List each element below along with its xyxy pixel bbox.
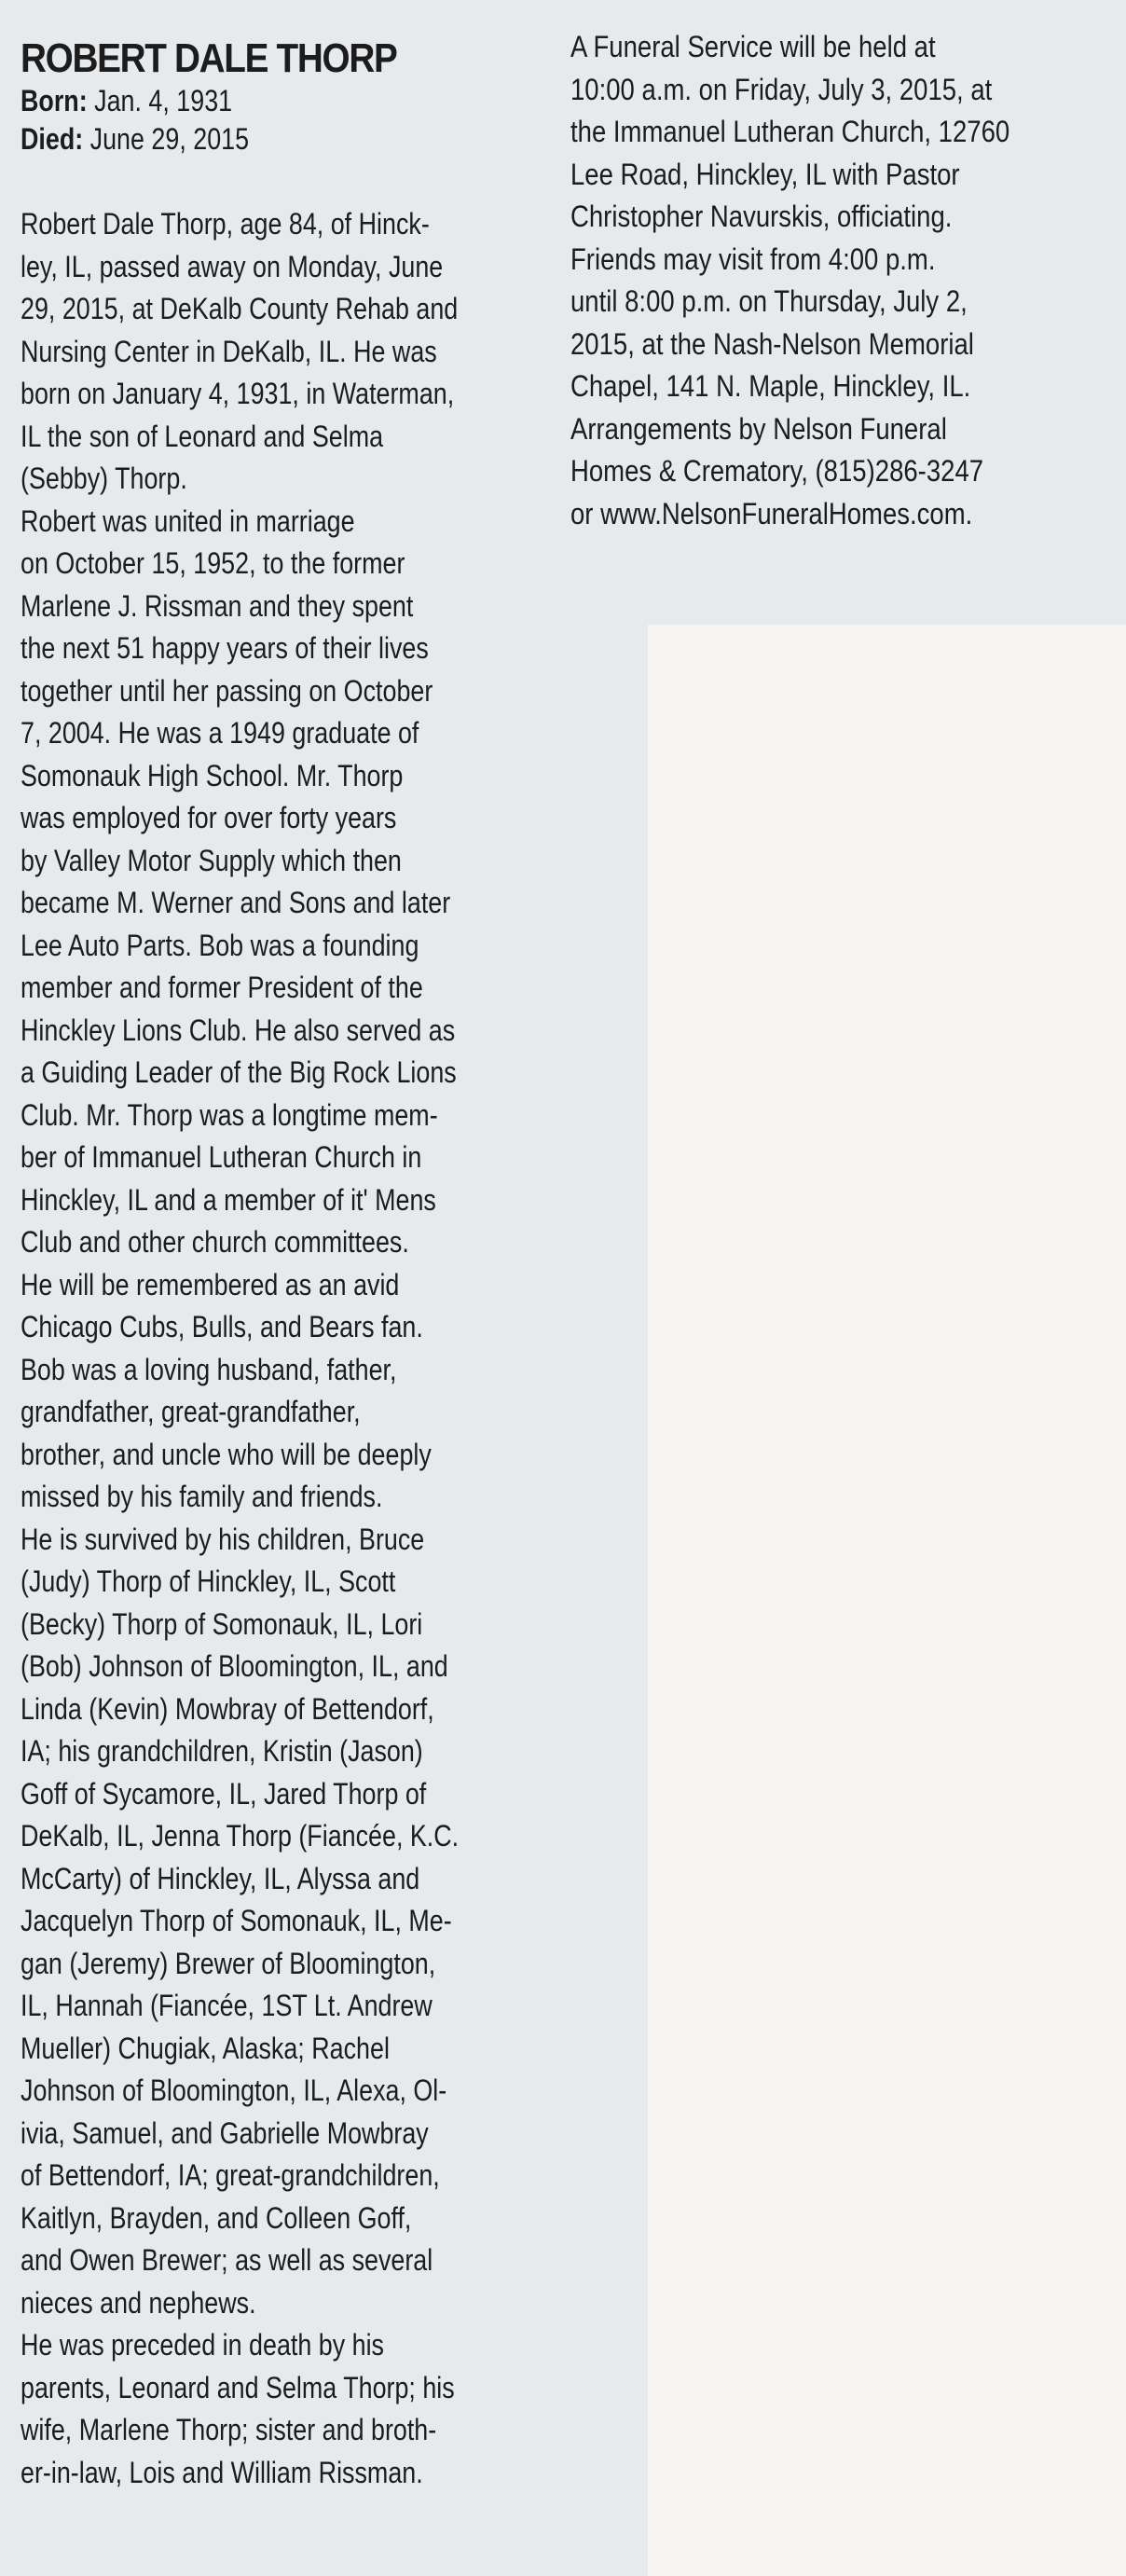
born-value: Jan. 4, 1931 xyxy=(87,84,233,117)
died-value: June 29, 2015 xyxy=(83,122,250,156)
paragraph-funeral-service: A Funeral Service will be held at 10:00 a.m. on Friday, July 3, 2015, at the Immanuel Lutheran Church, 12760 Lee Road, Hinckley, IL with Pastor Christopher Navurskis, officiating. xyxy=(570,30,1010,233)
born-line xyxy=(21,82,444,120)
paragraph-visitation: Friends may visit from 4:00 p.m. until 8:00 p.m. on Thursday, July 2, 2015, at the Nash-Nelson Memorial Chapel, 141 N. Maple, Hinckley, IL. xyxy=(570,241,974,403)
obituary-service-column xyxy=(570,26,1092,535)
paragraph-intro: Robert Dale Thorp, age 84, of Hinck- ley, IL, passed away on Monday, June 29, 2015, at DeKalb County Rehab and Nursing Center in DeKalb, IL. He was born on January 4, 1931, in Waterman, IL the son of Leonard and Selma (Sebby) Thorp. xyxy=(21,207,459,495)
born-label: Born: xyxy=(21,84,88,117)
died-label: Died: xyxy=(21,122,84,156)
paragraph-marriage: Robert was united in marriage on October 15, 1952, to the former Marlene J. Rissman and they spent the next 51 happy years of their lives together until her passing on October 7, 2004. He was a 1949 graduate of Somonauk High School. Mr. Thorp was employed for over forty years by Valley Motor Supply which then became M. Werner and Sons and later Lee Auto Parts. Bob was a founding member and former President of the Hinckley Lions Club. He also served as a Guiding Leader of the Big Rock Lions Club. Mr. Thorp was a longtime mem- ber of Immanuel Lutheran Church in Hinckley, IL and a member of it' Mens Club and other church committees. xyxy=(21,503,457,1259)
died-line xyxy=(21,120,444,158)
paragraph-preceded: He was preceded in death by his parents, Leonard and Selma Thorp; his wife, Marlene Thorp; sister and broth- er-in-law, Lois and William Rissman. xyxy=(21,2328,455,2489)
obituary-body xyxy=(21,203,524,2494)
obituary-name: ROBERT DALE THORP xyxy=(21,35,397,81)
paragraph-survived: He is survived by his children, Bruce (Judy) Thorp of Hinckley, IL, Scott (Becky) Thorp of Somonauk, IL, Lori (Bob) Johnson of Bloomington, IL, and Linda (Kevin) Mowbray of Bettendorf, IA; his grandchildren, Kristin (Jason) Goff of Sycamore, IL, Jared Thorp of DeKalb, IL, Jenna Thorp (Fiancée, K.C. McCarty) of Hinckley, IL, Alyssa and Jacquelyn Thorp of Somonauk, IL, Me- gan (Jeremy) Brewer of Bloomington, IL, Hannah (Fiancée, 1ST Lt. Andrew Mueller) Chugiak, Alaska; Rachel Johnson of Bloomington, IL, Alexa, Ol- ivia, Samuel, and Gabrielle Mowbray of Bettendorf, IA; great-grandchildren, Kaitlyn, Brayden, and Colleen Goff, and Owen Brewer; as well as several nieces and nephews. xyxy=(21,1522,460,2320)
blank-paper-area xyxy=(648,625,1126,2576)
paragraph-remembered: He will be remembered as an avid Chicago Cubs, Bulls, and Bears fan. Bob was a loving husband, father, grandfather, great-grandfather, brother, and uncle who will be deeply missed by his family and friends. xyxy=(21,1267,432,1513)
obituary-main-column xyxy=(21,35,524,2494)
paragraph-arrangements: Arrangements by Nelson Funeral Homes & Crematory, (815)286-3247 or www.NelsonFuneralHomes.com. xyxy=(570,411,984,530)
